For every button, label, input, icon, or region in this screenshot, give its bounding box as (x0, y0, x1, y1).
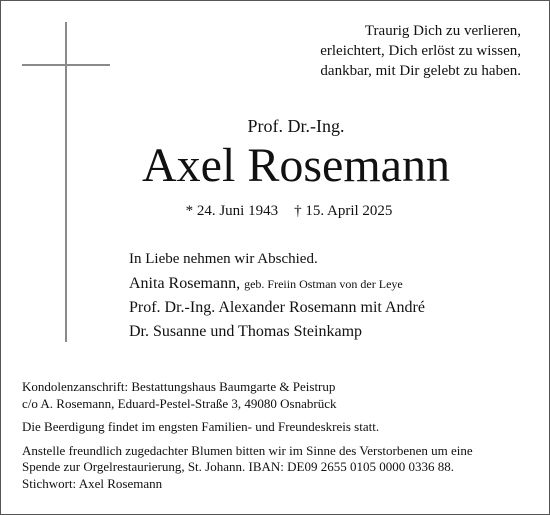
donation-note (22, 443, 537, 493)
farewell-intro: In Liebe nehmen wir Abschied. (129, 251, 318, 267)
birth-date: * 24. Juni 1943 (185, 203, 279, 219)
condolence-line: Kondolenzanschrift: Bestattungshaus Baumgarte & Peistrup (22, 379, 336, 394)
poem-line: Traurig Dich zu verlieren, (364, 23, 521, 39)
mourners (129, 248, 425, 344)
deceased-name: Axel Rosemann (142, 139, 450, 192)
cross-icon-bar (22, 64, 110, 66)
poem-line: dankbar, mit Dir gelebt zu haben. (320, 63, 521, 79)
mourner-susanne: Dr. Susanne und Thomas Steinkamp (129, 323, 363, 340)
mourner-anita (129, 272, 425, 296)
mourner-alexander: Prof. Dr.-Ing. Alexander Rosemann mit André (129, 299, 425, 316)
donation-line: Anstelle freundlich zugedachter Blumen bitten wir im Sinne des Verstorbenen um eine (22, 442, 473, 458)
condolence-address (22, 379, 537, 412)
donation-keyword: Stichwort: Axel Rosemann (22, 475, 163, 491)
life-dates (1, 203, 549, 220)
burial-line: Die Beerdigung findet im engsten Familien- und Freundeskreis statt. (22, 419, 380, 434)
condolence-line: c/o A. Rosemann, Eduard-Pestel-Straße 3, 49080 Osnabrück (22, 395, 337, 411)
deceased-title: Prof. Dr.-Ing. (247, 116, 345, 136)
burial-note (22, 419, 537, 436)
mourner-anita-note: geb. Freiin Ostman von der Leye (244, 277, 403, 291)
footer-info (22, 379, 537, 499)
donation-line: Spende zur Orgelrestaurierung, St. Johann. IBAN: DE09 2655 0105 0000 0336 88. (22, 459, 454, 474)
death-date: † 15. April 2025 (294, 203, 393, 219)
poem-line: erleichtert, Dich erlöst zu wissen, (320, 43, 521, 59)
mourner-anita-name: Anita Rosemann, (129, 275, 241, 292)
poem (251, 21, 521, 81)
